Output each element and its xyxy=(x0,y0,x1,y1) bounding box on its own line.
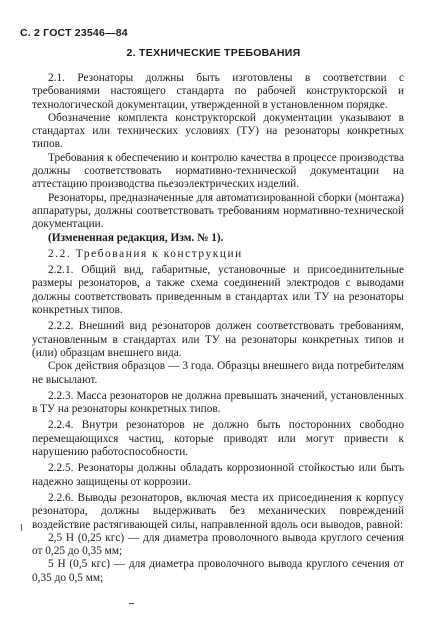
paragraph-quality: Требования к обеспечению и контролю качества в процессе производства должны соответствовать нормативно-технической документации на аттестацию производства пьезоэлектрических изделий. xyxy=(32,151,404,191)
paragraph-2-1: 2.1. Резонаторы должны быть изготовлены в соответствии с требованиями настоящего стандарта по рабочей конструкторской и технологической документации, утвержденной в установленном порядке. xyxy=(32,72,404,111)
margin-mark xyxy=(21,524,22,531)
amendment-note: (Измененная редакция, Изм. № 1). xyxy=(48,231,224,244)
paragraph-designation: Обозначение комплекта конструкторской документации указывают в стандартах или технических условиях (ТУ) на резонаторы конкретных типов. xyxy=(32,111,404,151)
paragraph-2-2-1: 2.2.1. Общий вид, габаритные, установочные и присоединительные размеры резонаторов, а также схема соединений электродов с выводами должны соответствовать приведенным в стандартах или ТУ на резонаторы конкретных типов. xyxy=(32,264,404,317)
footer-dash xyxy=(129,603,134,604)
paragraph-force-1: 2,5 Н (0,25 кгс) — для диаметра проволочного вывода круглого сечения от 0,25 до 0,35 мм; xyxy=(32,531,404,558)
paragraph-2-2-6: 2.2.6. Выводы резонаторов, включая места их присоединения к корпусу резонатора, должны выдерживать без механических повреждений воздействие растягивающей силы, направленной вдоль оси выводов, равной: xyxy=(32,491,404,531)
paragraph-2-2-2: 2.2.2. Внешний вид резонаторов должен соответствовать требованиям, установленным в стандартах или ТУ на резонаторы конкретных типов и (или) образцам внешнего вида. xyxy=(32,320,404,359)
paragraph-2-2-4: 2.2.4. Внутри резонаторов не должно быть посторонних свободно перемещающихся частиц, которые приводят или могут привести к нарушению работоспособности. xyxy=(32,419,404,459)
page-header: С. 2 ГОСТ 23546—84 xyxy=(20,27,128,39)
paragraph-automation: Резонаторы, предназначенные для автоматизированной сборки (монтажа) аппаратуры, должны соответствовать требованиям нормативно-технической документации. xyxy=(32,191,404,231)
paragraph-samples-term: Срок действия образцов — 3 года. Образцы внешнего вида потребителям не высылают. xyxy=(32,360,404,386)
paragraph-2-2-3: 2.2.3. Масса резонаторов не должна превышать значений, установленных в ТУ на резонаторы конкретных типов. xyxy=(32,389,404,416)
subsection-2-2-title: 2.2. Требования к конструкции xyxy=(48,247,243,260)
paragraph-2-2-5: 2.2.5. Резонаторы должны обладать коррозионной стойкостью или быть надежно защищены от коррозии. xyxy=(32,462,404,488)
paragraph-force-2: 5 Н (0,5 кгс) — для диаметра проволочного вывода круглого сечения от 0,35 до 0,5 мм; xyxy=(32,558,404,584)
section-title: 2. ТЕХНИЧЕСКИЕ ТРЕБОВАНИЯ xyxy=(126,47,301,59)
document-body xyxy=(32,72,404,585)
